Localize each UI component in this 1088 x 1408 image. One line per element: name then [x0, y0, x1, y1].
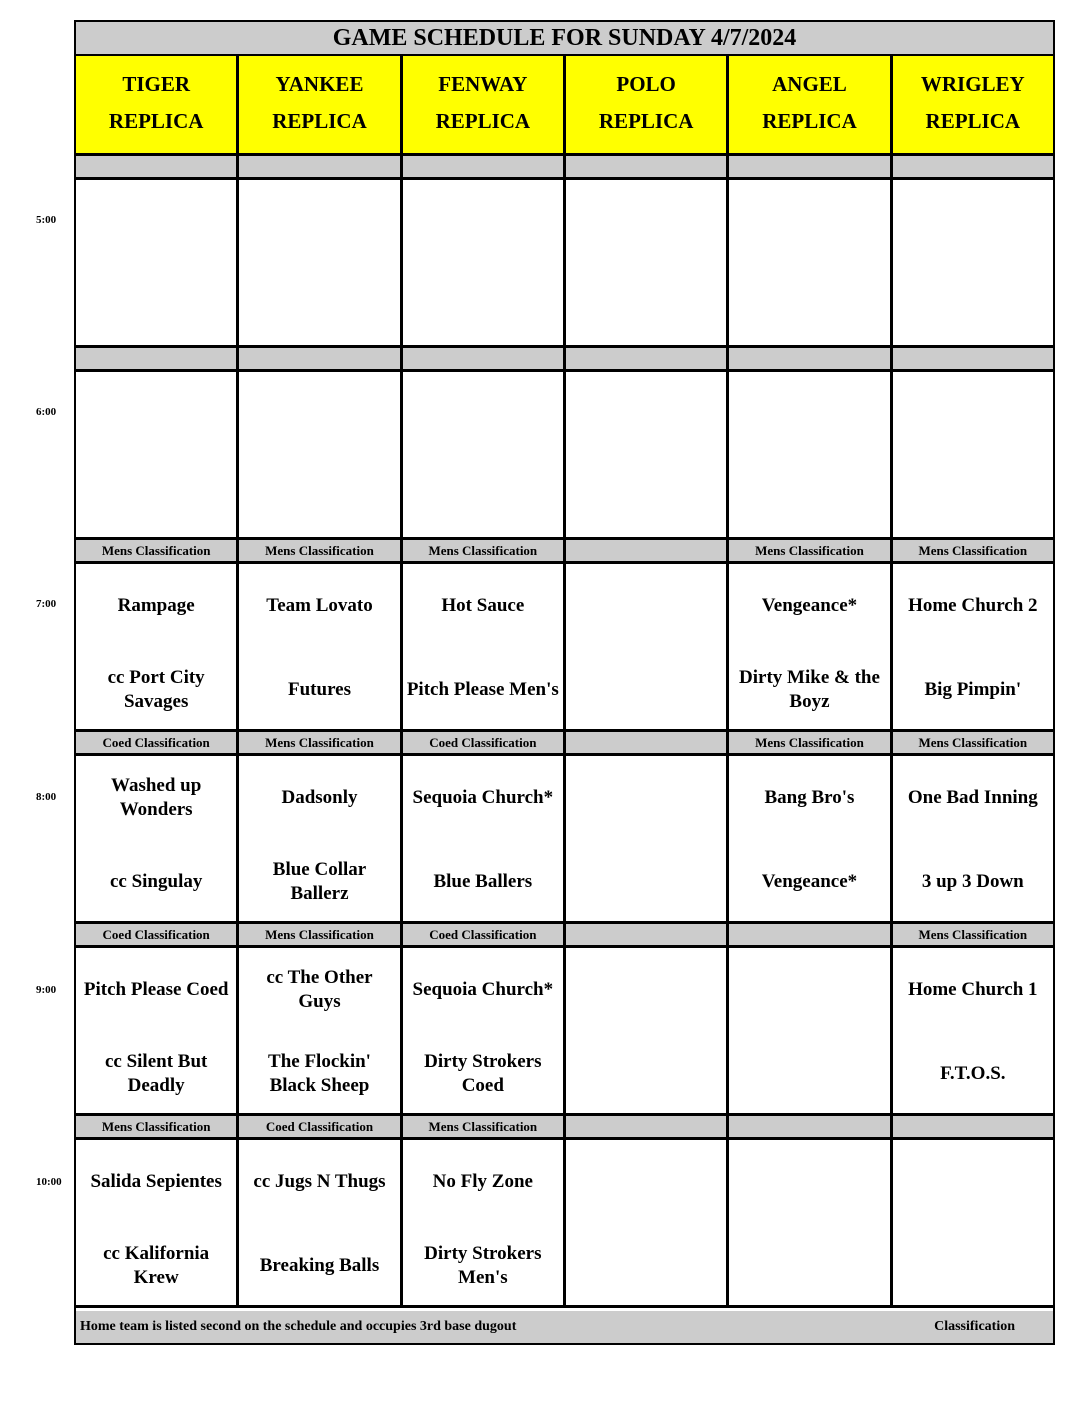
time-label: 10:00: [36, 1176, 62, 1188]
home-team: Dirty Strokers Coed: [424, 1051, 542, 1096]
field-name: POLO: [616, 72, 676, 96]
field-sub: REPLICA: [598, 109, 694, 133]
field-name: FENWAY: [438, 72, 528, 96]
classification-cell: Coed Classification: [76, 732, 239, 753]
home-team: [566, 662, 726, 718]
field-header: [566, 56, 729, 153]
away-team: [893, 1154, 1053, 1210]
away-team: Team Lovato: [266, 595, 373, 616]
game-cell: [566, 948, 729, 1113]
away-team: [893, 194, 1053, 250]
page-title: GAME SCHEDULE FOR SUNDAY 4/7/2024: [76, 22, 1053, 56]
home-team: [403, 470, 563, 526]
away-team: [76, 194, 236, 250]
home-team: [729, 1238, 889, 1294]
game-cell: [76, 1140, 239, 1305]
classification-cell: [729, 156, 892, 177]
field-name: WRIGLEY: [920, 72, 1025, 96]
away-team: Salida Sepientes: [90, 1171, 222, 1192]
away-team: [729, 194, 889, 250]
game-cell: [403, 1140, 566, 1305]
field-header-row: [76, 56, 1053, 156]
away-team: [729, 962, 889, 1018]
classification-cell: [566, 732, 729, 753]
away-team: [566, 1154, 726, 1210]
home-team: [729, 1046, 889, 1102]
game-row: [76, 180, 1053, 348]
game-cell: [893, 756, 1053, 921]
home-team: [893, 278, 1053, 334]
away-team: cc The Other Guys: [266, 967, 373, 1012]
game-cell: [403, 948, 566, 1113]
time-label: 7:00: [36, 598, 57, 610]
home-team: [893, 470, 1053, 526]
field-sub: REPLICA: [762, 109, 857, 133]
time-column: [0, 0, 74, 1408]
home-team: [566, 470, 726, 526]
game-cell: [239, 372, 402, 537]
away-team: cc Jugs N Thugs: [253, 1171, 386, 1192]
classification-cell: [729, 1116, 892, 1137]
time-label: 6:00: [36, 406, 57, 418]
home-team: [729, 470, 889, 526]
classification-cell: Mens Classification: [403, 540, 566, 561]
home-team: [566, 1046, 726, 1102]
away-team: Pitch Please Coed: [83, 979, 229, 1000]
classification-row: [76, 348, 1053, 372]
classification-cell: [566, 540, 729, 561]
home-team: [76, 278, 236, 334]
classification-cell: Coed Classification: [403, 924, 566, 945]
field-sub: REPLICA: [108, 109, 204, 133]
home-team: [893, 1238, 1053, 1294]
home-team: [729, 278, 889, 334]
classification-cell: Mens Classification: [893, 732, 1053, 753]
home-team: cc Port City Savages: [107, 667, 205, 712]
game-cell: [566, 756, 729, 921]
home-team: [76, 470, 236, 526]
field-header: [239, 56, 402, 153]
away-team: One Bad Inning: [907, 787, 1038, 808]
classification-row: [76, 540, 1053, 564]
away-team: [893, 386, 1053, 442]
classification-cell: Mens Classification: [239, 540, 402, 561]
home-team: Breaking Balls: [259, 1255, 380, 1276]
game-cell: [76, 180, 239, 345]
classification-cell: [76, 348, 239, 369]
home-team: [566, 278, 726, 334]
classification-cell: [893, 348, 1053, 369]
away-team: [729, 386, 889, 442]
time-label: 9:00: [36, 984, 57, 996]
game-cell: [729, 180, 892, 345]
away-team: Dadsonly: [281, 787, 358, 808]
away-team: [403, 386, 563, 442]
game-cell: [729, 372, 892, 537]
field-header: [729, 56, 892, 153]
away-team: [403, 194, 563, 250]
game-cell: [729, 1140, 892, 1305]
game-cell: [239, 180, 402, 345]
home-team: [566, 854, 726, 910]
classification-cell: [729, 348, 892, 369]
away-team: Rampage: [117, 595, 195, 616]
game-row: [76, 756, 1053, 924]
game-cell: [893, 1140, 1053, 1305]
home-team: cc Singulay: [109, 871, 203, 892]
home-team: Futures: [288, 679, 351, 700]
classification-cell: [566, 348, 729, 369]
away-team: [729, 1154, 889, 1210]
classification-cell: Mens Classification: [403, 1116, 566, 1137]
game-row: [76, 564, 1053, 732]
footer-note: Home team is listed second on the schedule and occupies 3rd base dugout: [80, 1319, 517, 1334]
classification-cell: Mens Classification: [729, 540, 892, 561]
classification-cell: [729, 924, 892, 945]
game-cell: [566, 1140, 729, 1305]
away-team: Home Church 1: [908, 979, 1038, 1000]
home-team: Big Pimpin': [924, 679, 1022, 700]
home-team: [403, 278, 563, 334]
classification-cell: Coed Classification: [239, 1116, 402, 1137]
game-cell: [566, 372, 729, 537]
home-team: The Flockin' Black Sheep: [268, 1051, 371, 1096]
classification-cell: [76, 156, 239, 177]
away-team: Hot Sauce: [441, 595, 525, 616]
field-header: [403, 56, 566, 153]
game-row: [76, 1140, 1053, 1308]
classification-row: [76, 732, 1053, 756]
home-team: Blue Collar Ballerz: [272, 859, 367, 904]
classification-cell: [566, 924, 729, 945]
classification-cell: Mens Classification: [729, 732, 892, 753]
home-team: cc Kalifornia Krew: [103, 1243, 210, 1288]
classification-cell: Coed Classification: [76, 924, 239, 945]
away-team: [566, 770, 726, 826]
game-cell: [729, 756, 892, 921]
game-cell: [239, 564, 402, 729]
game-cell: [403, 756, 566, 921]
field-sub: REPLICA: [272, 109, 367, 133]
classification-cell: Mens Classification: [76, 540, 239, 561]
classification-cell: Mens Classification: [239, 924, 402, 945]
home-team: [566, 1238, 726, 1294]
game-cell: [729, 564, 892, 729]
classification-row: [76, 924, 1053, 948]
away-team: Sequoia Church*: [412, 787, 554, 808]
field-name: YANKEE: [275, 72, 364, 96]
home-team: Pitch Please Men's: [406, 679, 559, 700]
game-cell: [893, 564, 1053, 729]
field-name: TIGER: [122, 72, 190, 96]
game-cell: [893, 372, 1053, 537]
game-cell: [239, 948, 402, 1113]
away-team: Sequoia Church*: [412, 979, 554, 1000]
classification-cell: [403, 348, 566, 369]
game-cell: [76, 564, 239, 729]
away-team: [239, 194, 399, 250]
game-cell: [729, 948, 892, 1113]
away-team: [566, 386, 726, 442]
game-cell: [403, 372, 566, 537]
classification-cell: [239, 156, 402, 177]
away-team: No Fly Zone: [432, 1171, 533, 1192]
classification-cell: Mens Classification: [893, 924, 1053, 945]
classification-cell: Coed Classification: [403, 732, 566, 753]
away-team: [239, 386, 399, 442]
field-name: ANGEL: [772, 72, 847, 96]
classification-cell: [893, 1116, 1053, 1137]
classification-row: [76, 1116, 1053, 1140]
away-team: Washed up Wonders: [111, 775, 202, 820]
home-team: F.T.O.S.: [940, 1063, 1006, 1084]
field-header: [893, 56, 1053, 153]
home-team: Dirty Strokers Men's: [424, 1243, 542, 1288]
classification-cell: [566, 1116, 729, 1137]
field-sub: REPLICA: [435, 109, 531, 133]
classification-cell: Mens Classification: [893, 540, 1053, 561]
home-team: cc Silent But Deadly: [104, 1051, 208, 1096]
game-cell: [76, 948, 239, 1113]
game-cell: [239, 756, 402, 921]
home-team: 3 up 3 Down: [921, 871, 1024, 892]
game-cell: [566, 564, 729, 729]
game-cell: [403, 564, 566, 729]
game-cell: [893, 948, 1053, 1113]
away-team: [76, 386, 236, 442]
away-team: [566, 578, 726, 634]
game-cell: [403, 180, 566, 345]
footer: [76, 1311, 1053, 1343]
classification-cell: [893, 156, 1053, 177]
game-row: [76, 372, 1053, 540]
field-header: [76, 56, 239, 153]
time-label: 8:00: [36, 791, 57, 803]
away-team: Vengeance*: [761, 595, 858, 616]
home-team: Vengeance*: [761, 871, 858, 892]
schedule-table: [74, 20, 1055, 1345]
game-cell: [893, 180, 1053, 345]
home-team: [239, 470, 399, 526]
game-cell: [239, 1140, 402, 1305]
field-sub: REPLICA: [925, 109, 1021, 133]
classification-row: [76, 156, 1053, 180]
classification-cell: Mens Classification: [76, 1116, 239, 1137]
home-team: Dirty Mike & the Boyz: [739, 667, 880, 712]
classification-cell: [566, 156, 729, 177]
home-team: [239, 278, 399, 334]
game-cell: [76, 756, 239, 921]
away-team: [566, 962, 726, 1018]
away-team: Home Church 2: [908, 595, 1038, 616]
game-cell: [566, 180, 729, 345]
game-row: [76, 948, 1053, 1116]
game-cell: [76, 372, 239, 537]
away-team: Bang Bro's: [764, 787, 855, 808]
footer-classification: Classification: [934, 1319, 1015, 1334]
classification-cell: Mens Classification: [239, 732, 402, 753]
classification-cell: [239, 348, 402, 369]
away-team: [566, 194, 726, 250]
classification-cell: [403, 156, 566, 177]
time-label: 5:00: [36, 214, 57, 226]
home-team: Blue Ballers: [433, 871, 533, 892]
